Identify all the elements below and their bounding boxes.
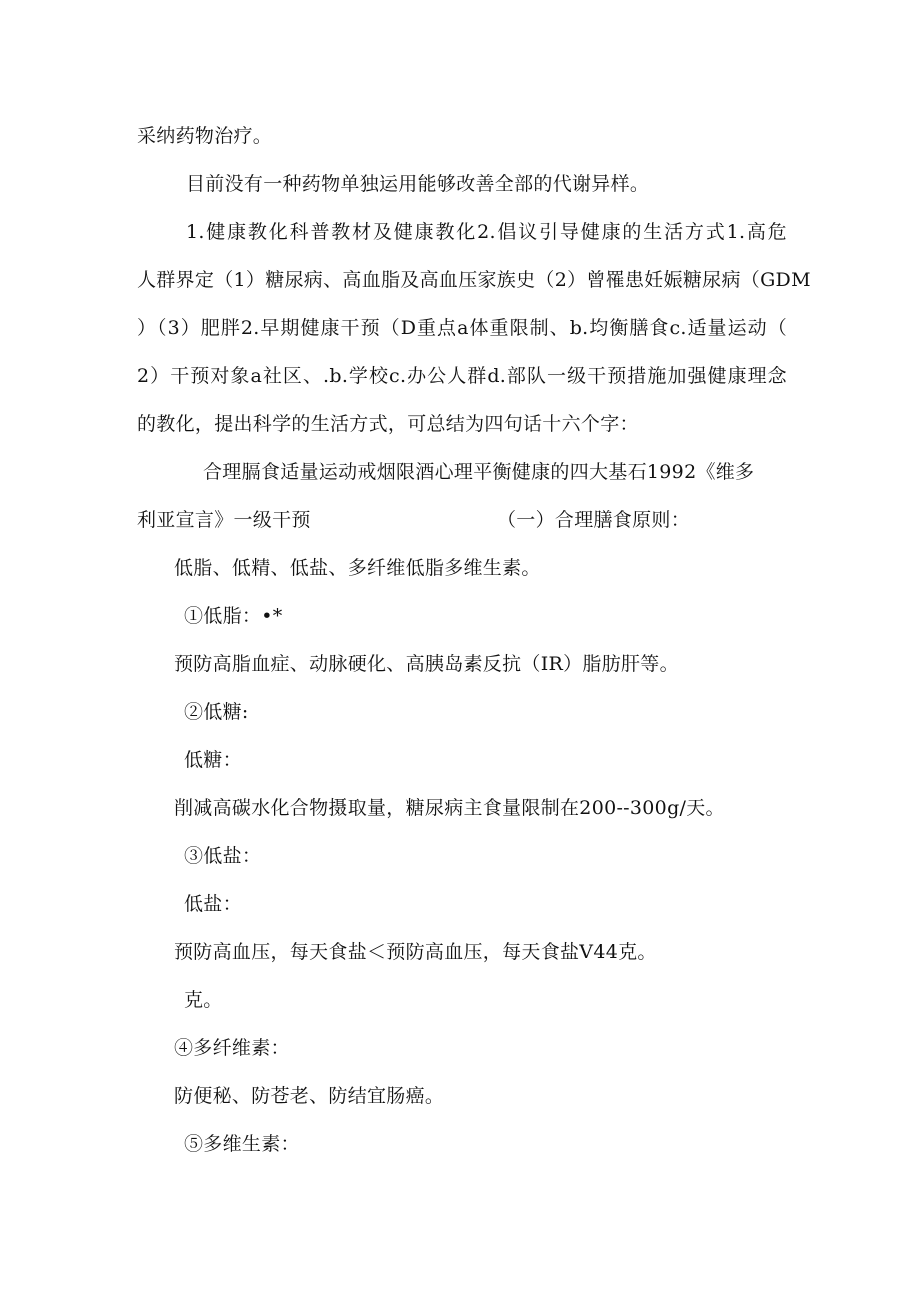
item-fiber-heading: ④多纤维素： bbox=[174, 1037, 290, 1059]
text-line-20: 克。 bbox=[184, 989, 223, 1011]
item-low-sugar-heading: ②低糖: bbox=[184, 701, 249, 723]
text-line-7: 的教化，提出科学的生活方式，可总结为四句话十六个字： bbox=[137, 413, 639, 435]
text-line-5: ）（3）肥胖2.早期健康干预（D重点a体重限制、b.均衡膳食c.适量运动（ bbox=[137, 317, 787, 339]
paragraph-intervention bbox=[137, 220, 811, 412]
text-line-13: 预防高脂血症、动脉硬化、高胰岛素反抗（IR）脂肪肝等。 bbox=[174, 653, 679, 675]
text-line-1: 采纳药物治疗。 bbox=[137, 125, 273, 147]
text-line-11: 低脂、低精、低盐、多纤维低脂多维生素。 bbox=[174, 557, 541, 579]
text-line-2: 目前没有一种药物单独运用能够改善全部的代谢异样。 bbox=[186, 173, 650, 195]
text-line-22: 防便秘、防苍老、防结宜肠癌。 bbox=[174, 1085, 445, 1107]
section-heading-diet-principles: （一）合理膳食原则： bbox=[497, 509, 691, 531]
item-low-fat-heading: ①低脂：•* bbox=[184, 605, 283, 627]
text-line-9: 利亚宣言》一级干预 bbox=[137, 509, 311, 531]
text-line-3: 1.健康教化科普教材及健康教化2.倡议引导健康的生活方式1.高危 bbox=[186, 221, 787, 243]
text-line-6: 2）干预对象a社区、.b.学校c.办公人群d.部队一级干预措施加强健康理念 bbox=[137, 365, 787, 387]
text-line-19: 预防高血压，每天食盐＜预防高血压，每天食盐V44克。 bbox=[174, 941, 657, 963]
item-low-salt-heading: ③低盐： bbox=[184, 845, 262, 867]
text-line-15: 低糖： bbox=[184, 749, 242, 771]
text-line-4: 人群界定（1）糖尿病、高血脂及高血压家族史（2）曾罹患妊娠糖尿病（GDM bbox=[137, 269, 811, 291]
item-vitamins-heading: ⑤多维生素： bbox=[184, 1133, 300, 1155]
text-line-18: 低盐： bbox=[184, 893, 242, 915]
text-line-16: 削减高碳水化合物摄取量，糖尿病主食量限制在200--300g/天。 bbox=[174, 797, 725, 819]
text-line-8: 合理膈食适量运动戒烟限酒心理平衡健康的四大基石1992《维多 bbox=[203, 461, 755, 483]
